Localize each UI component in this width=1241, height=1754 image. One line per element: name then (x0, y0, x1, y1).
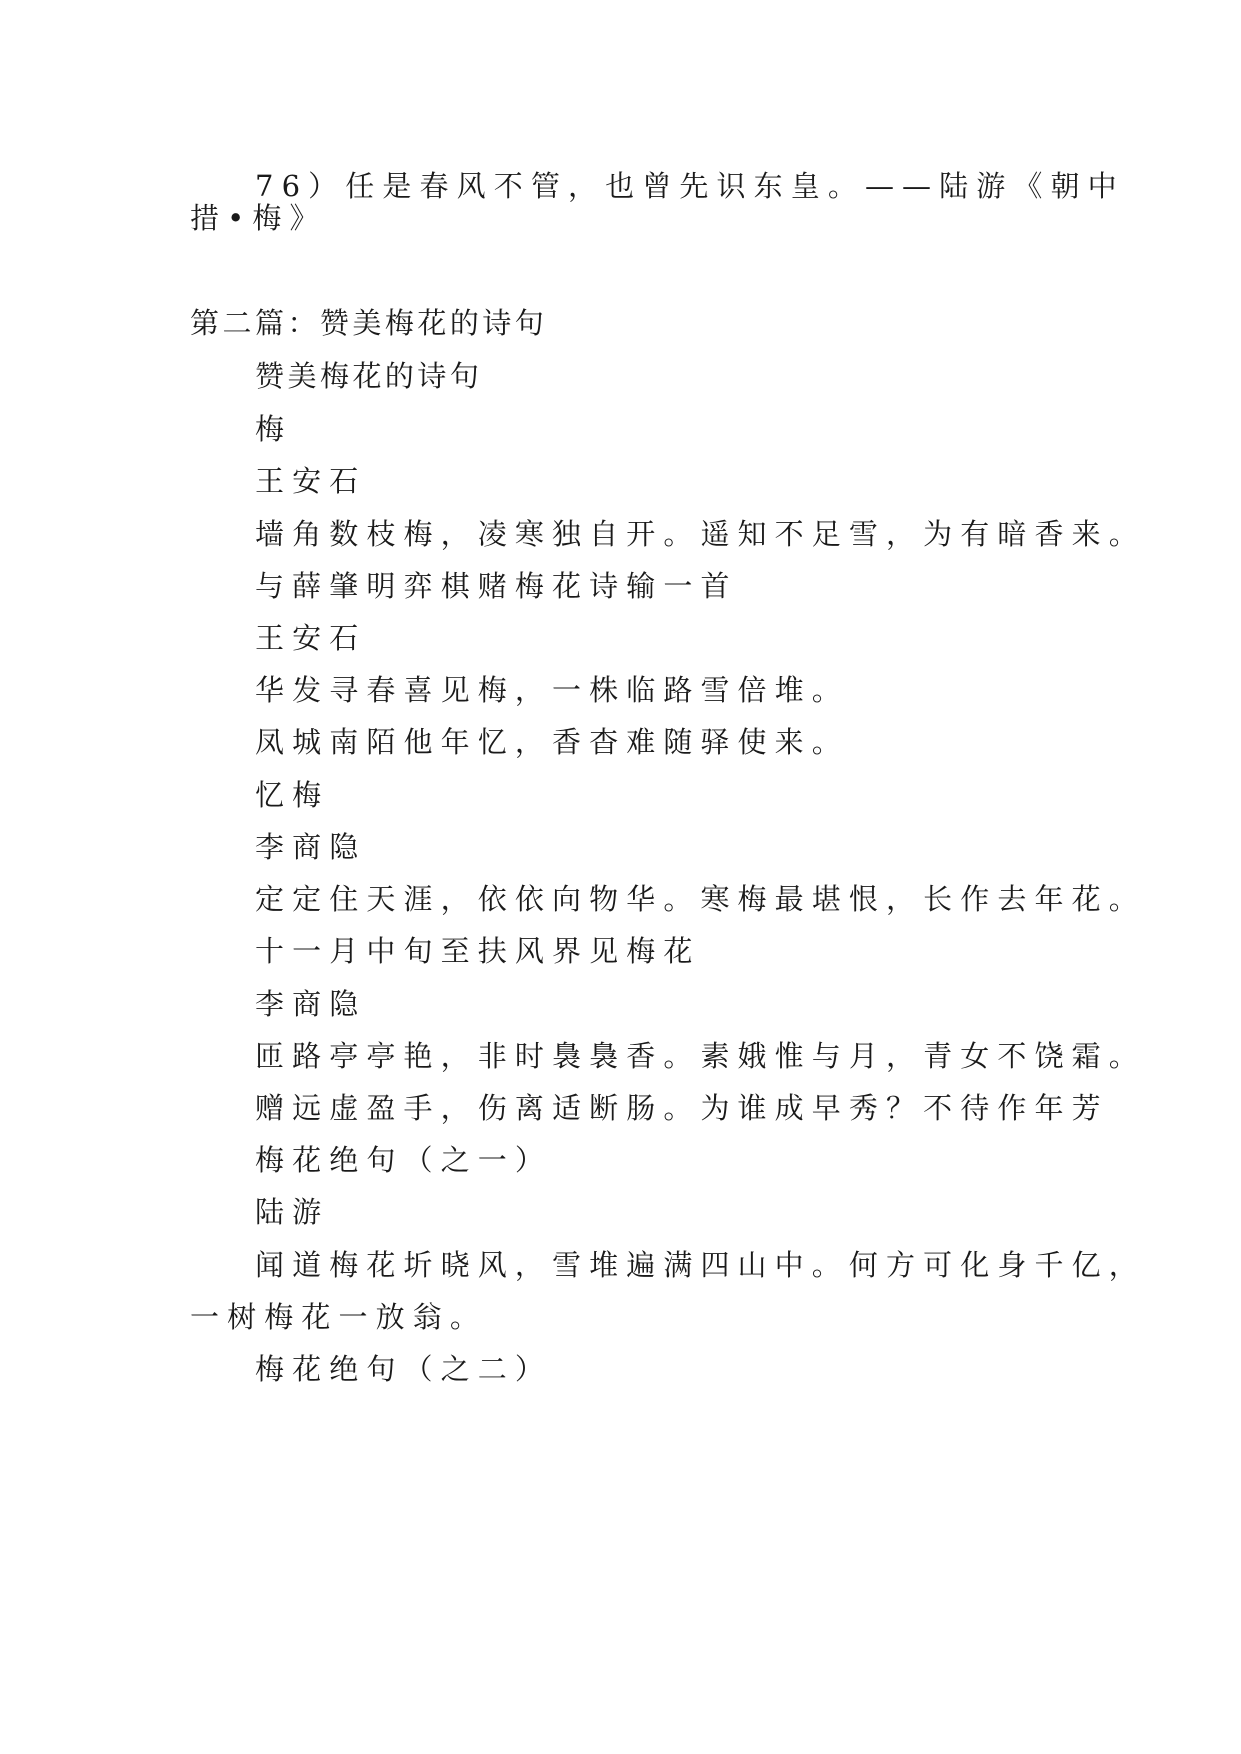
text-line: 赞美梅花的诗句 (255, 359, 483, 393)
poem-author: 王安石 (255, 464, 367, 498)
poem-title: 梅 (255, 412, 293, 446)
poem-line: 凤城南陌他年忆，香杳难随驿使来。 (255, 725, 849, 759)
poem-line: 一树梅花一放翁。 (190, 1300, 487, 1334)
poem-title: 与薛肇明弈棋赌梅花诗输一首 (255, 569, 738, 603)
poem-title: 梅花绝句（之一） (255, 1143, 552, 1177)
poem-title: 十一月中旬至扶风界见梅花 (255, 934, 701, 968)
poem-author: 陆游 (255, 1195, 330, 1229)
poem-line: 华发寻春喜见梅，一株临路雪倍堆。 (255, 673, 849, 707)
poem-author: 李商隐 (255, 830, 367, 864)
poem-author: 李商隐 (255, 987, 367, 1021)
poem-line: 闻道梅花圻晓风，雪堆遍满四山中。何方可化身千亿， (255, 1248, 1146, 1282)
poem-title: 梅花绝句（之二） (255, 1352, 552, 1386)
poem-line: 赠远虚盈手，伤离适断肠。为谁成早秀？不待作年芳 (255, 1091, 1109, 1125)
text-line: 措•梅》 (190, 201, 327, 235)
section-heading: 第二篇：赞美梅花的诗句 (190, 306, 548, 340)
poem-line: 定定住天涯，依依向物华。寒梅最堪恨，长作去年花。 (255, 882, 1146, 916)
poem-line: 匝路亭亭艳，非时裊裊香。素娥惟与月，青女不饶霜。 (255, 1039, 1146, 1073)
poem-author: 王安石 (255, 621, 367, 655)
text-line: 76）任是春风不管，也曾先识东皇。——陆游《朝中 (255, 169, 1125, 203)
poem-title: 忆梅 (255, 778, 330, 812)
poem-line: 墙角数枝梅，凌寒独自开。遥知不足雪，为有暗香来。 (255, 517, 1146, 551)
